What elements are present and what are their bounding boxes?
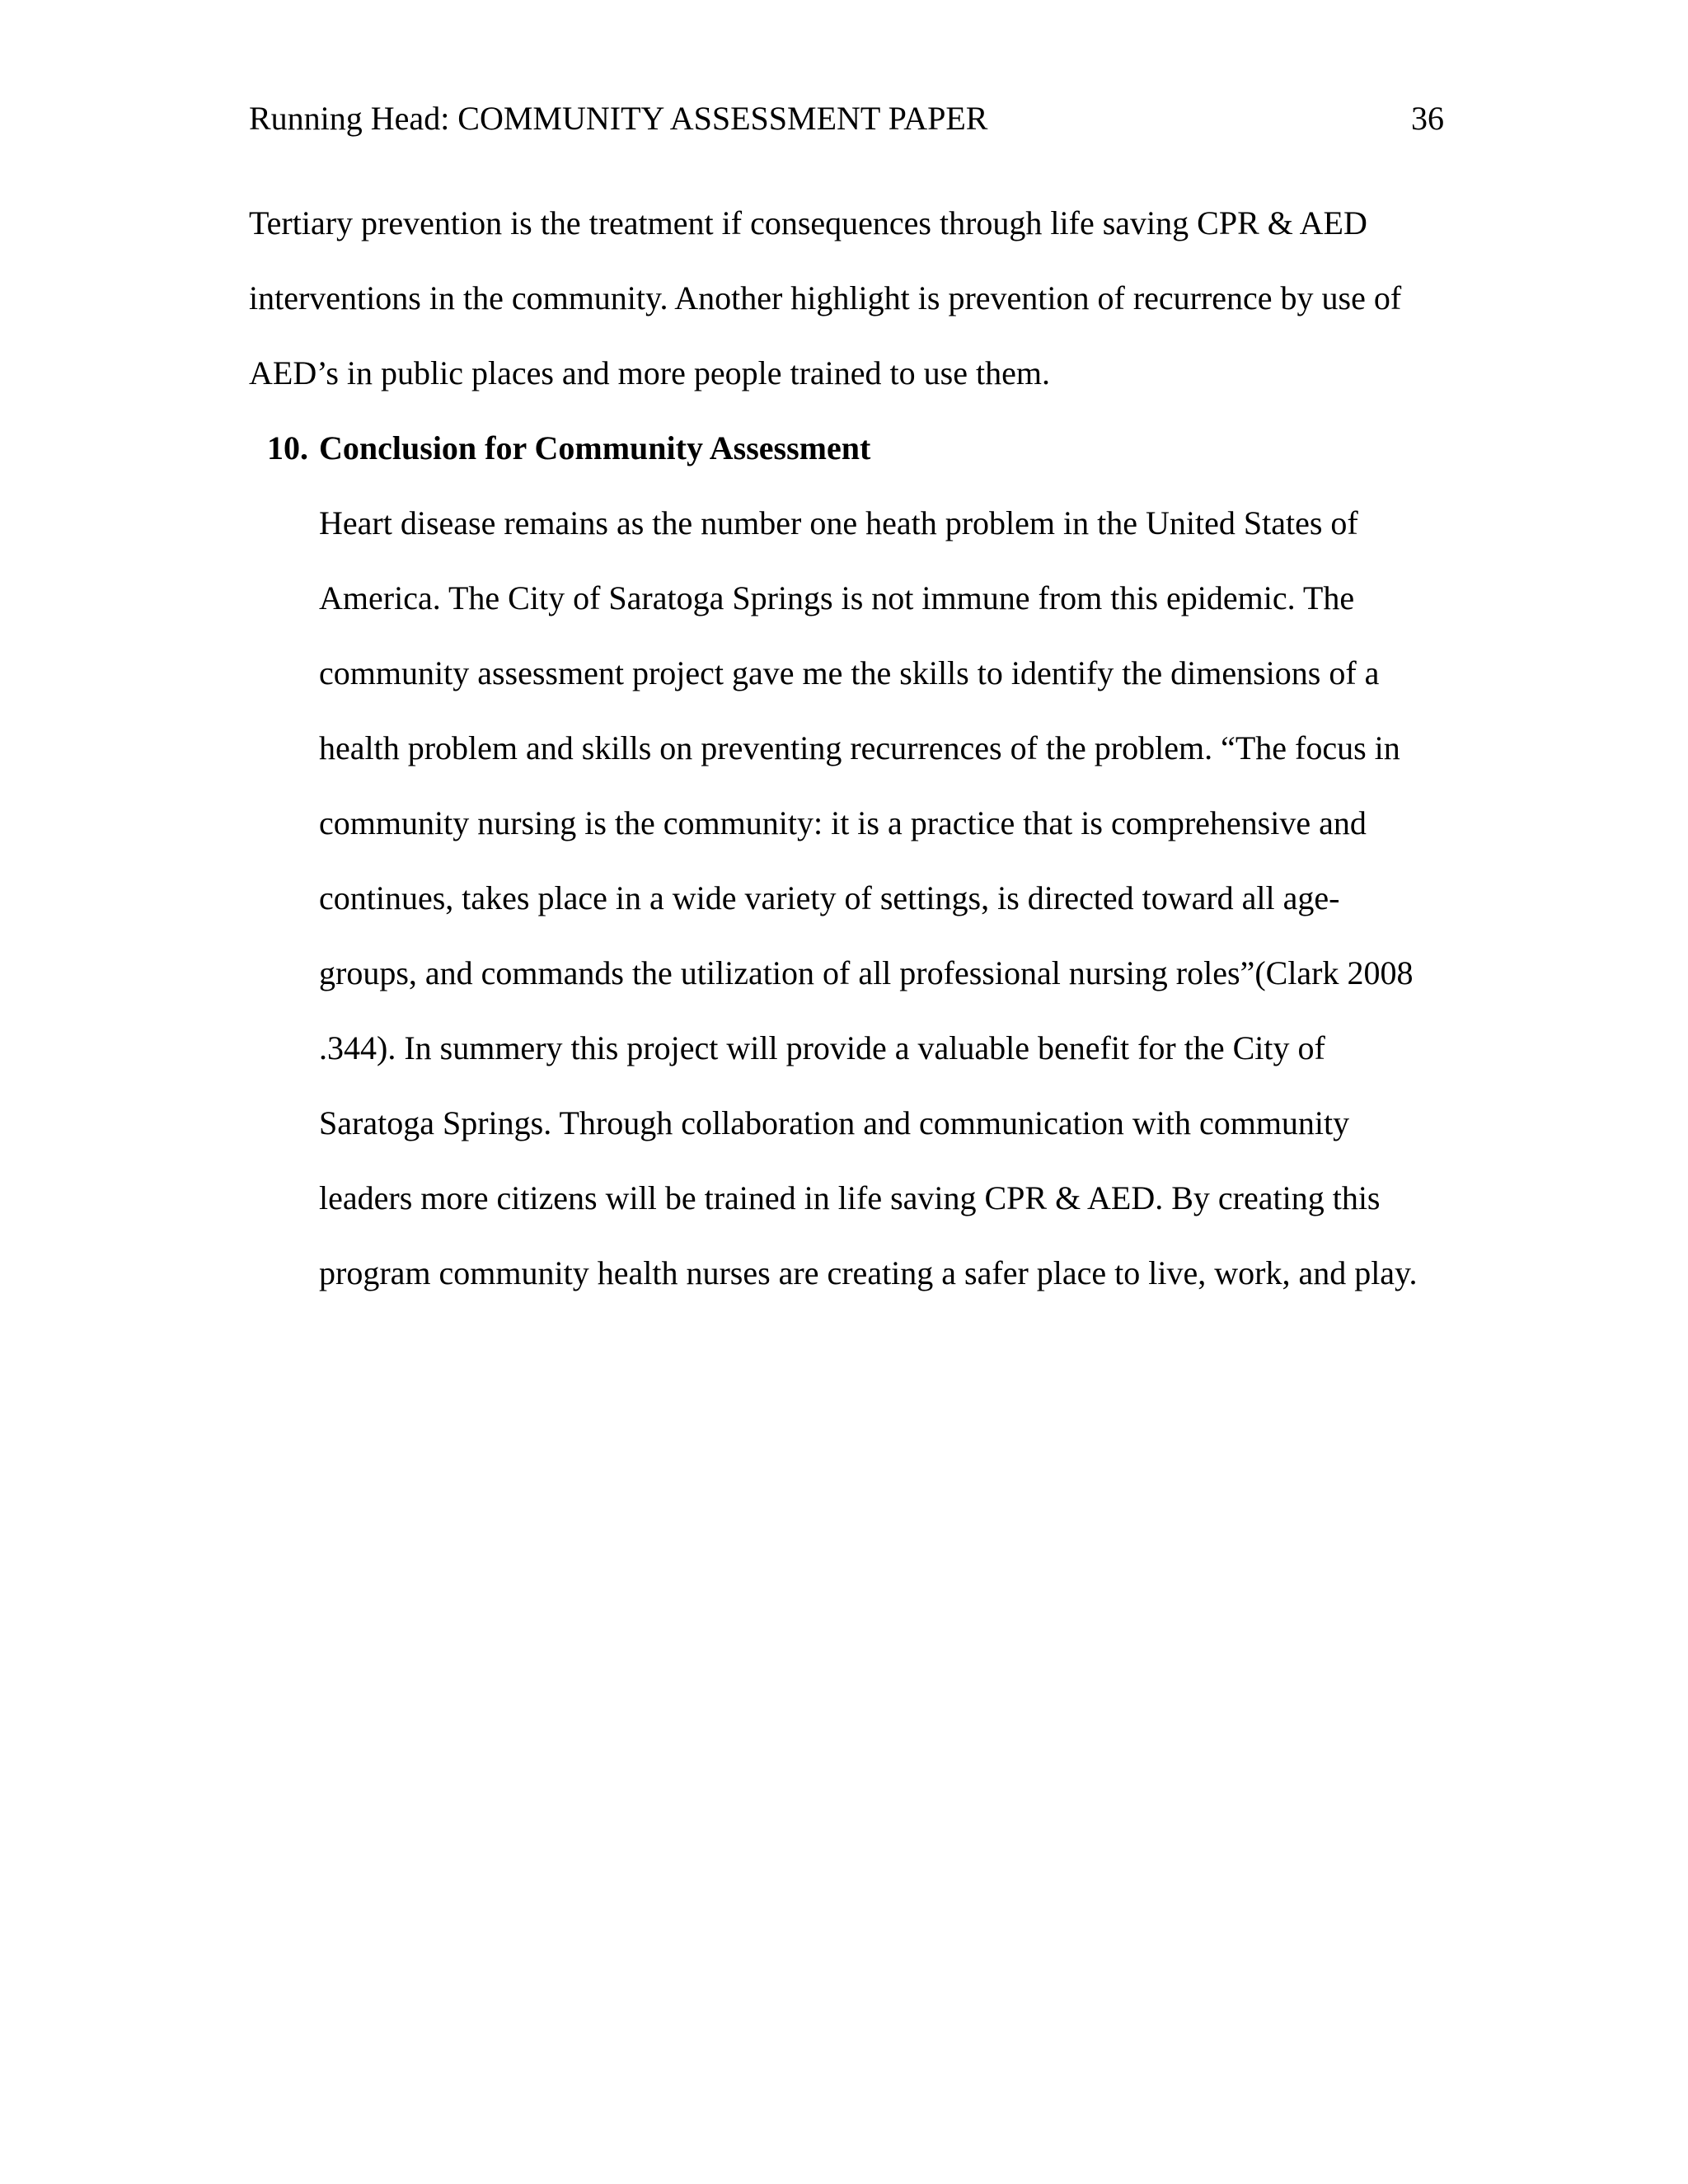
- paragraph-line: Saratoga Springs. Through collaboration and communication with community: [319, 1104, 1350, 1141]
- paragraph-line: .344). In summery this project will provide a valuable benefit for the City of: [319, 1029, 1325, 1066]
- paragraph-line: community assessment project gave me the skills to identify the dimensions of a: [319, 654, 1380, 691]
- paragraph-line: interventions in the community. Another highlight is prevention of recurrence by use of: [249, 279, 1402, 316]
- paragraph-line: groups, and commands the utilization of all professional nursing roles”(Clark 2008: [319, 954, 1414, 991]
- paragraph-line: health problem and skills on preventing recurrences of the problem. “The focus in: [319, 729, 1400, 766]
- page-number: 36: [1411, 100, 1444, 137]
- paragraph-line: community nursing is the community: it is a practice that is comprehensive and: [319, 804, 1367, 841]
- paragraph-line: AED’s in public places and more people trained to use them.: [249, 354, 1050, 391]
- paragraph-line: continues, takes place in a wide variety of settings, is directed toward all age-: [319, 879, 1340, 916]
- paragraph-line: Heart disease remains as the number one heath problem in the United States of: [319, 504, 1358, 541]
- paragraph-line: Tertiary prevention is the treatment if consequences through life saving CPR & AED: [249, 204, 1367, 241]
- running-head: Running Head: COMMUNITY ASSESSMENT PAPER: [249, 100, 988, 137]
- paragraph-line: America. The City of Saratoga Springs is not immune from this epidemic. The: [319, 579, 1355, 616]
- section-number: 10.: [267, 429, 308, 466]
- paragraph-line: leaders more citizens will be trained in life saving CPR & AED. By creating this: [319, 1179, 1381, 1216]
- section-title: Conclusion for Community Assessment: [319, 429, 871, 466]
- paragraph-line: program community health nurses are creating a safer place to live, work, and play.: [319, 1254, 1418, 1291]
